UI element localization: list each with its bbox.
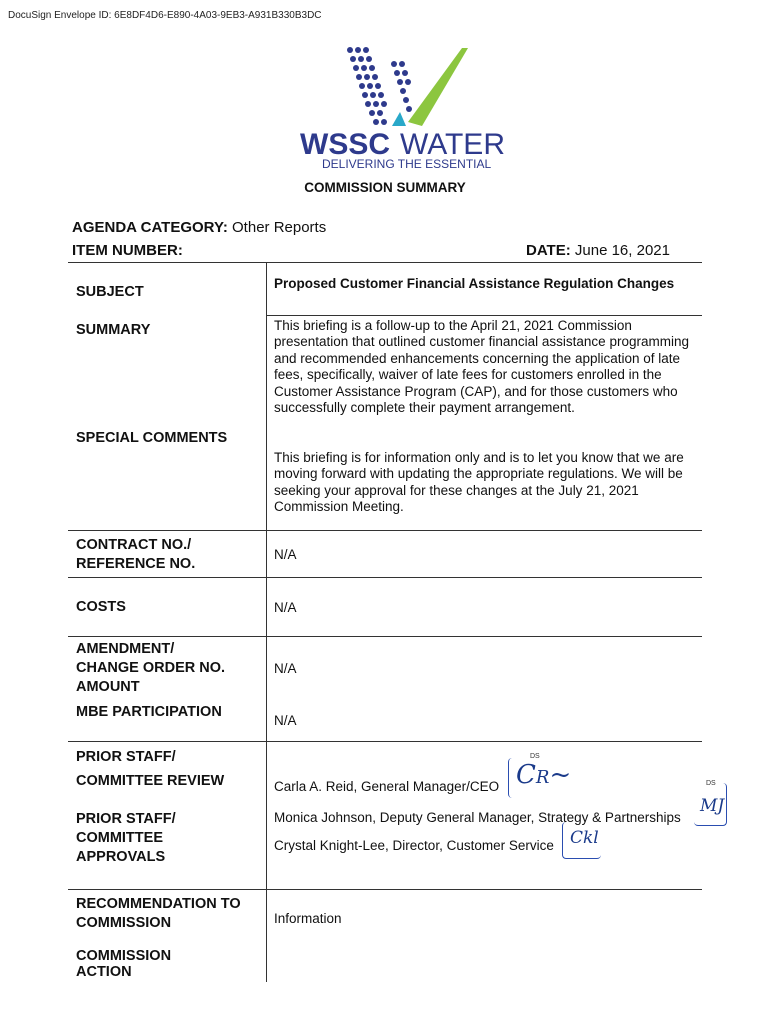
prior-approvals-label-line: PRIOR STAFF/ bbox=[76, 811, 176, 827]
prior-review-label bbox=[76, 745, 224, 793]
envelope-id: DocuSign Envelope ID: 6E8DF4D6-E890-4A03-9EB3-A931B330B3DC bbox=[8, 10, 322, 21]
logo-brand-light: WATER bbox=[400, 128, 505, 161]
date-label: DATE: bbox=[526, 242, 571, 259]
table-rule bbox=[266, 315, 702, 316]
page-title: COMMISSION SUMMARY bbox=[304, 180, 466, 195]
subject-label: SUBJECT bbox=[76, 284, 144, 300]
logo-dots bbox=[347, 47, 412, 125]
agenda-label: AGENDA CATEGORY: bbox=[72, 219, 228, 236]
logo-teal-accent bbox=[392, 112, 406, 126]
contract-value: N/A bbox=[274, 547, 297, 562]
contract-label-line: REFERENCE NO. bbox=[76, 556, 196, 572]
agenda-category bbox=[72, 219, 326, 236]
table-rule bbox=[68, 741, 702, 742]
date-value: June 16, 2021 bbox=[574, 242, 670, 259]
commission-action-label bbox=[76, 948, 171, 980]
item-number-label: ITEM NUMBER: bbox=[72, 242, 183, 259]
recommendation-label-line: RECOMMENDATION TO bbox=[76, 896, 241, 912]
docusign-tag: DS bbox=[706, 780, 716, 787]
prior-approvals-label-line: APPROVALS bbox=[76, 849, 166, 865]
table-rule bbox=[68, 889, 702, 890]
table-rule bbox=[68, 636, 702, 637]
mbe-label: MBE PARTICIPATION bbox=[76, 704, 222, 720]
wssc-water-logo bbox=[296, 44, 516, 170]
amendment-label-line: CHANGE ORDER NO. bbox=[76, 660, 226, 676]
costs-value: N/A bbox=[274, 600, 297, 615]
signature-carla-reid: CR~ bbox=[516, 760, 572, 790]
commission-action-label-line: COMMISSION bbox=[76, 948, 172, 964]
approver-monica-johnson: Monica Johnson, Deputy General Manager, Strategy & Partnerships bbox=[274, 810, 681, 825]
prior-review-value: Carla A. Reid, General Manager/CEO bbox=[274, 779, 500, 794]
summary-label: SUMMARY bbox=[76, 322, 151, 338]
logo-green-stroke bbox=[408, 48, 468, 126]
contract-label bbox=[76, 536, 195, 574]
special-comments-label: SPECIAL COMMENTS bbox=[76, 430, 228, 446]
logo-tagline: DELIVERING THE ESSENTIAL bbox=[322, 157, 492, 170]
signature-monica-johnson: MJ bbox=[700, 796, 725, 816]
recommendation-label-line: COMMISSION bbox=[76, 915, 172, 931]
agenda-value: Other Reports bbox=[232, 219, 327, 236]
table-rule bbox=[68, 530, 702, 531]
docusign-tag: DS bbox=[530, 753, 540, 760]
commission-action-label-line: ACTION bbox=[76, 964, 132, 980]
mbe-value: N/A bbox=[274, 713, 297, 728]
recommendation-value: Information bbox=[274, 911, 342, 926]
amendment-label-line: AMENDMENT/ bbox=[76, 641, 175, 657]
contract-label-line: CONTRACT NO./ bbox=[76, 537, 192, 553]
approver-crystal-knight-lee: Crystal Knight-Lee, Director, Customer Service bbox=[274, 838, 554, 853]
logo-brand-bold: WSSC bbox=[300, 128, 390, 161]
date bbox=[526, 242, 670, 259]
logo-graphic bbox=[296, 44, 516, 170]
prior-approvals-label-line: COMMITTEE bbox=[76, 830, 163, 846]
amendment-label bbox=[76, 640, 225, 697]
amendment-value: N/A bbox=[274, 661, 297, 676]
prior-review-label-line: PRIOR STAFF/ bbox=[76, 749, 176, 765]
table-top-rule bbox=[68, 262, 702, 263]
costs-label: COSTS bbox=[76, 599, 126, 615]
recommendation-label bbox=[76, 895, 241, 933]
special-comments-value: This briefing is for information only and is to let you know that we are moving forward with updating the appropriate regulations. We will be seeking your approval for these changes at the July 21, 2021 Commission Meeting. bbox=[274, 450, 684, 515]
prior-review-label-line: COMMITTEE REVIEW bbox=[76, 773, 225, 789]
summary-value: This briefing is a follow-up to the April 21, 2021 Commission presentation that outlined customer financial assistance programming and recommended enhancements concerning the application of late fees, specifically, waiver of late fees for customers enrolled in the Customer Assistance Program (CAP), and for those customers who successfully complete their payment arrangement. bbox=[274, 318, 689, 416]
amendment-label-line: AMOUNT bbox=[76, 679, 140, 695]
signature-crystal-knight-lee: Ckl bbox=[570, 828, 599, 848]
prior-approvals-label bbox=[76, 810, 176, 867]
table-column-divider bbox=[266, 262, 267, 982]
table-rule bbox=[68, 577, 702, 578]
subject-value: Proposed Customer Financial Assistance Regulation Changes bbox=[274, 276, 675, 291]
